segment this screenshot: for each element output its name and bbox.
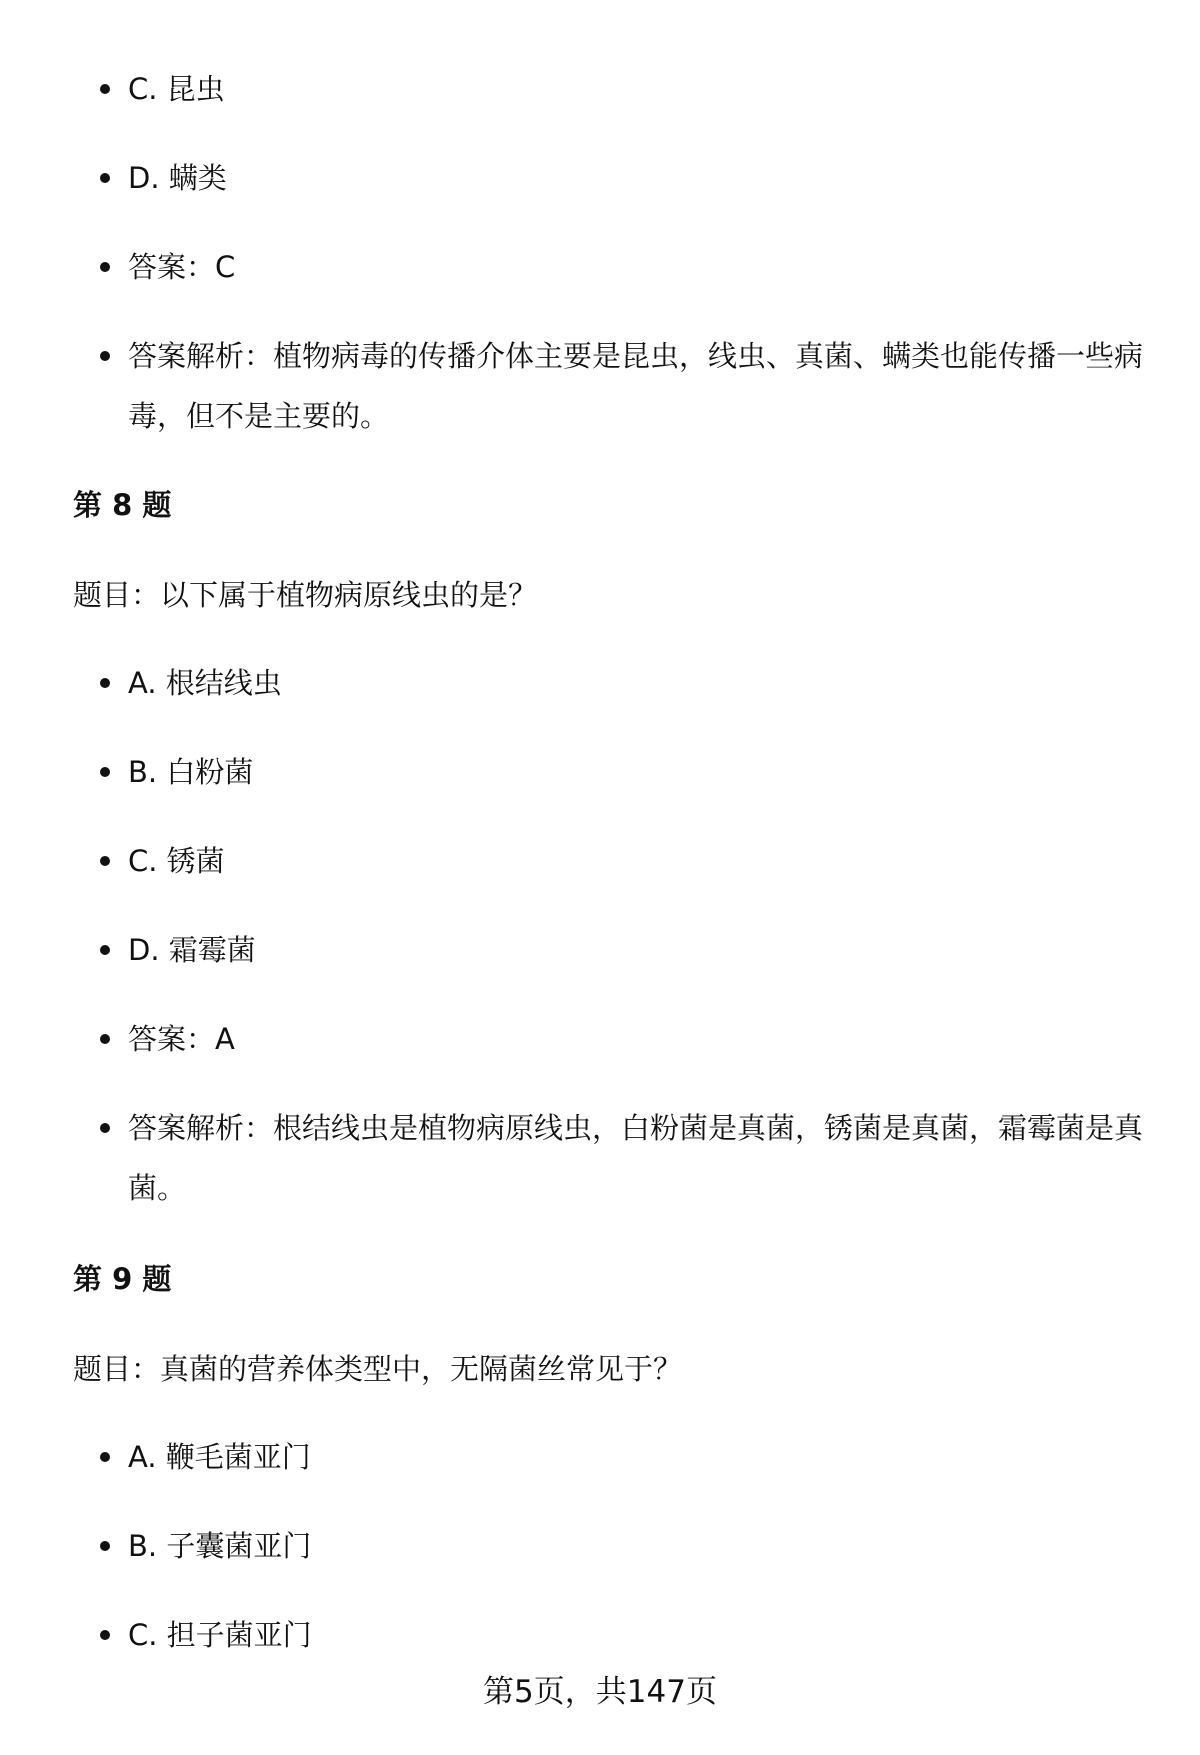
- q8-option-d: D. 霜霉菌: [128, 920, 1148, 980]
- q8-option-a: A. 根结线虫: [128, 653, 1148, 713]
- q9-heading: 第 9 题: [73, 1262, 172, 1296]
- q7-option-c: C. 昆虫: [128, 59, 1148, 119]
- q9-option-b: B. 子囊菌亚门: [128, 1516, 1148, 1576]
- q8-option-b: B. 白粉菌: [128, 742, 1148, 802]
- q8-question: 题目：以下属于植物病原线虫的是？: [73, 578, 538, 612]
- q9-question: 题目：真菌的营养体类型中，无隔菌丝常见于？: [73, 1352, 683, 1386]
- q9-option-a: A. 鞭毛菌亚门: [128, 1427, 1148, 1487]
- q7-analysis: 答案解析：植物病毒的传播介体主要是昆虫，线虫、真菌、螨类也能传播一些病毒，但不是主要的。: [128, 326, 1148, 446]
- q8-heading: 第 8 题: [73, 488, 172, 522]
- q7-answer: 答案：C: [128, 237, 1148, 297]
- q8-answer: 答案：A: [128, 1009, 1148, 1069]
- q9-option-c: C. 担子菌亚门: [128, 1605, 1148, 1665]
- q7-option-d: D. 螨类: [128, 148, 1148, 208]
- q8-option-c: C. 锈菌: [128, 831, 1148, 891]
- q8-analysis: 答案解析：根结线虫是植物病原线虫，白粉菌是真菌，锈菌是真菌，霜霉菌是真菌。: [128, 1098, 1148, 1218]
- page-footer: 第5页，共147页: [483, 1674, 717, 1710]
